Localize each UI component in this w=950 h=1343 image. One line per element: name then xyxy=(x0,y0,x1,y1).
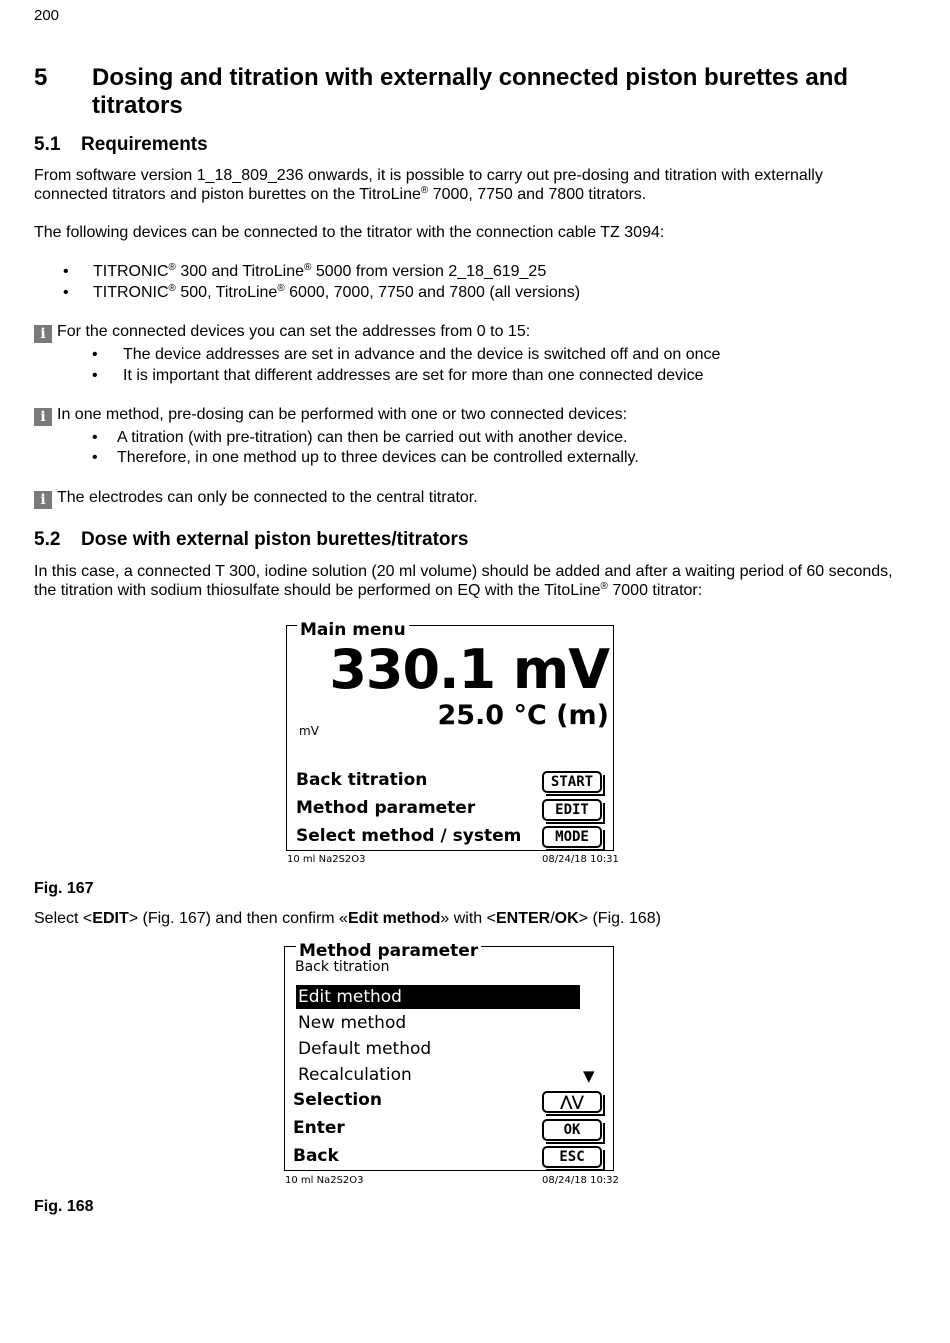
note-bullet-text: It is important that different addresses are set for more than one connected device xyxy=(123,367,704,384)
bullet-dot: • xyxy=(63,284,69,301)
note-bullet xyxy=(92,448,892,468)
devices-intro-paragraph: The following devices can be connected to the titrator with the connection cable TZ 3094: xyxy=(34,224,665,241)
chapter-number: 5 xyxy=(34,64,48,91)
section-number: 5.2 xyxy=(34,529,61,550)
bullet-dot: • xyxy=(63,263,69,280)
paragraph-text: 7000 titrator: xyxy=(607,582,703,599)
menu-row-label: Selection xyxy=(293,1090,382,1110)
note-bullet-text: Therefore, in one method up to three devices can be controlled externally. xyxy=(117,449,639,466)
start-key[interactable]: START xyxy=(542,771,602,793)
bullet-dot: • xyxy=(92,449,98,466)
screen-title: Main menu xyxy=(297,620,409,640)
menu-row-label: Back titration xyxy=(296,770,428,790)
bullet-dot: • xyxy=(92,429,98,446)
screen-footer-datetime: 08/24/18 10:32 xyxy=(542,1175,619,1186)
dose-paragraph xyxy=(34,562,894,600)
section-title: Requirements xyxy=(81,134,208,155)
registered-mark: ® xyxy=(600,581,608,592)
unit-label: mV xyxy=(299,724,319,738)
figure-caption: Fig. 167 xyxy=(34,880,94,897)
paragraph-text: In this case, a connected T 300, iodine solution (20 ml volume) should be added and after a waiting period of 60 seconds, the titration with sodium thiosulfate should be performed on EQ with the TitoLine xyxy=(34,563,893,599)
temperature-value: 25.0 °C (m) xyxy=(437,700,609,731)
edit-key[interactable]: EDIT xyxy=(542,799,602,821)
chapter-title: Dosing and titration with externally connected piston burettes and titrators xyxy=(92,64,849,119)
note-bullet xyxy=(92,345,892,365)
note-text: In one method, pre-dosing can be performed with one or two connected devices: xyxy=(57,406,628,423)
device-list-item xyxy=(63,283,863,303)
paragraph-text: 7000, 7750 and 7800 titrators. xyxy=(428,186,647,203)
device-text: TITRONIC® 500, TitroLine® 6000, 7000, 7750 and 7800 (all versions) xyxy=(93,283,581,301)
paragraph-text: From software version 1_18_809_236 onwards, it is possible to carry out pre-dosing and titration with externally connected titrators and piston burettes on the TitroLine xyxy=(34,167,823,203)
menu-item-edit-method[interactable]: Edit method xyxy=(296,985,580,1009)
bullet-dot: • xyxy=(92,367,98,384)
menu-row-label: Enter xyxy=(293,1118,345,1138)
main-menu-screen xyxy=(286,620,614,851)
screen-title: Method parameter xyxy=(296,941,481,961)
requirements-paragraph xyxy=(34,166,894,204)
device-list-item xyxy=(63,262,863,282)
info-note xyxy=(34,405,894,426)
scroll-down-icon: ▼ xyxy=(583,1067,595,1085)
note-text: For the connected devices you can set the addresses from 0 to 15: xyxy=(57,323,531,340)
screen-footer-method: 10 ml Na2S2O3 xyxy=(287,854,366,865)
screen-subtitle: Back titration xyxy=(295,959,390,975)
info-icon: i xyxy=(34,491,52,509)
ok-key[interactable]: OK xyxy=(542,1119,602,1141)
screen-footer-method: 10 ml Na2S2O3 xyxy=(285,1175,364,1186)
note-text: The electrodes can only be connected to the central titrator. xyxy=(57,489,478,506)
info-icon: i xyxy=(34,408,52,426)
figure-caption: Fig. 168 xyxy=(34,1198,94,1215)
menu-row-label: Back xyxy=(293,1146,339,1166)
menu-item-recalculation[interactable]: Recalculation xyxy=(298,1065,412,1085)
mode-key[interactable]: MODE xyxy=(542,826,602,848)
selection-arrows-key[interactable]: ⋀⋁ xyxy=(542,1091,602,1113)
device-text: TITRONIC® 300 and TitroLine® 5000 from version 2_18_619_25 xyxy=(93,262,547,280)
menu-row-label: Select method / system xyxy=(296,826,522,846)
esc-key[interactable]: ESC xyxy=(542,1146,602,1168)
page-number: 200 xyxy=(34,7,60,24)
note-bullet-text: The device addresses are set in advance and the device is switched off and on once xyxy=(123,346,721,363)
menu-item-new-method[interactable]: New method xyxy=(298,1013,407,1033)
note-bullet xyxy=(92,428,892,448)
menu-item-default-method[interactable]: Default method xyxy=(298,1039,432,1059)
note-bullet-text: A titration (with pre-titration) can then be carried out with another device. xyxy=(117,429,628,446)
method-parameter-screen xyxy=(284,941,614,1171)
section-heading-dose xyxy=(34,529,468,551)
menu-row-label: Method parameter xyxy=(296,798,476,818)
info-note xyxy=(34,488,894,509)
section-number: 5.1 xyxy=(34,134,61,155)
bullet-dot: • xyxy=(92,346,98,363)
info-icon: i xyxy=(34,325,52,343)
note-bullet xyxy=(92,366,892,386)
info-note xyxy=(34,322,894,343)
measurement-value: 330.1 mV xyxy=(329,638,609,701)
screen-footer-datetime: 08/24/18 10:31 xyxy=(542,854,619,865)
section-heading-requirements xyxy=(34,134,208,156)
registered-mark: ® xyxy=(420,185,429,196)
section-title: Dose with external piston burettes/titrators xyxy=(81,529,469,550)
instruction-paragraph: Select <EDIT> (Fig. 167) and then confirm «Edit method» with <ENTER/OK> (Fig. 168) xyxy=(34,910,661,927)
